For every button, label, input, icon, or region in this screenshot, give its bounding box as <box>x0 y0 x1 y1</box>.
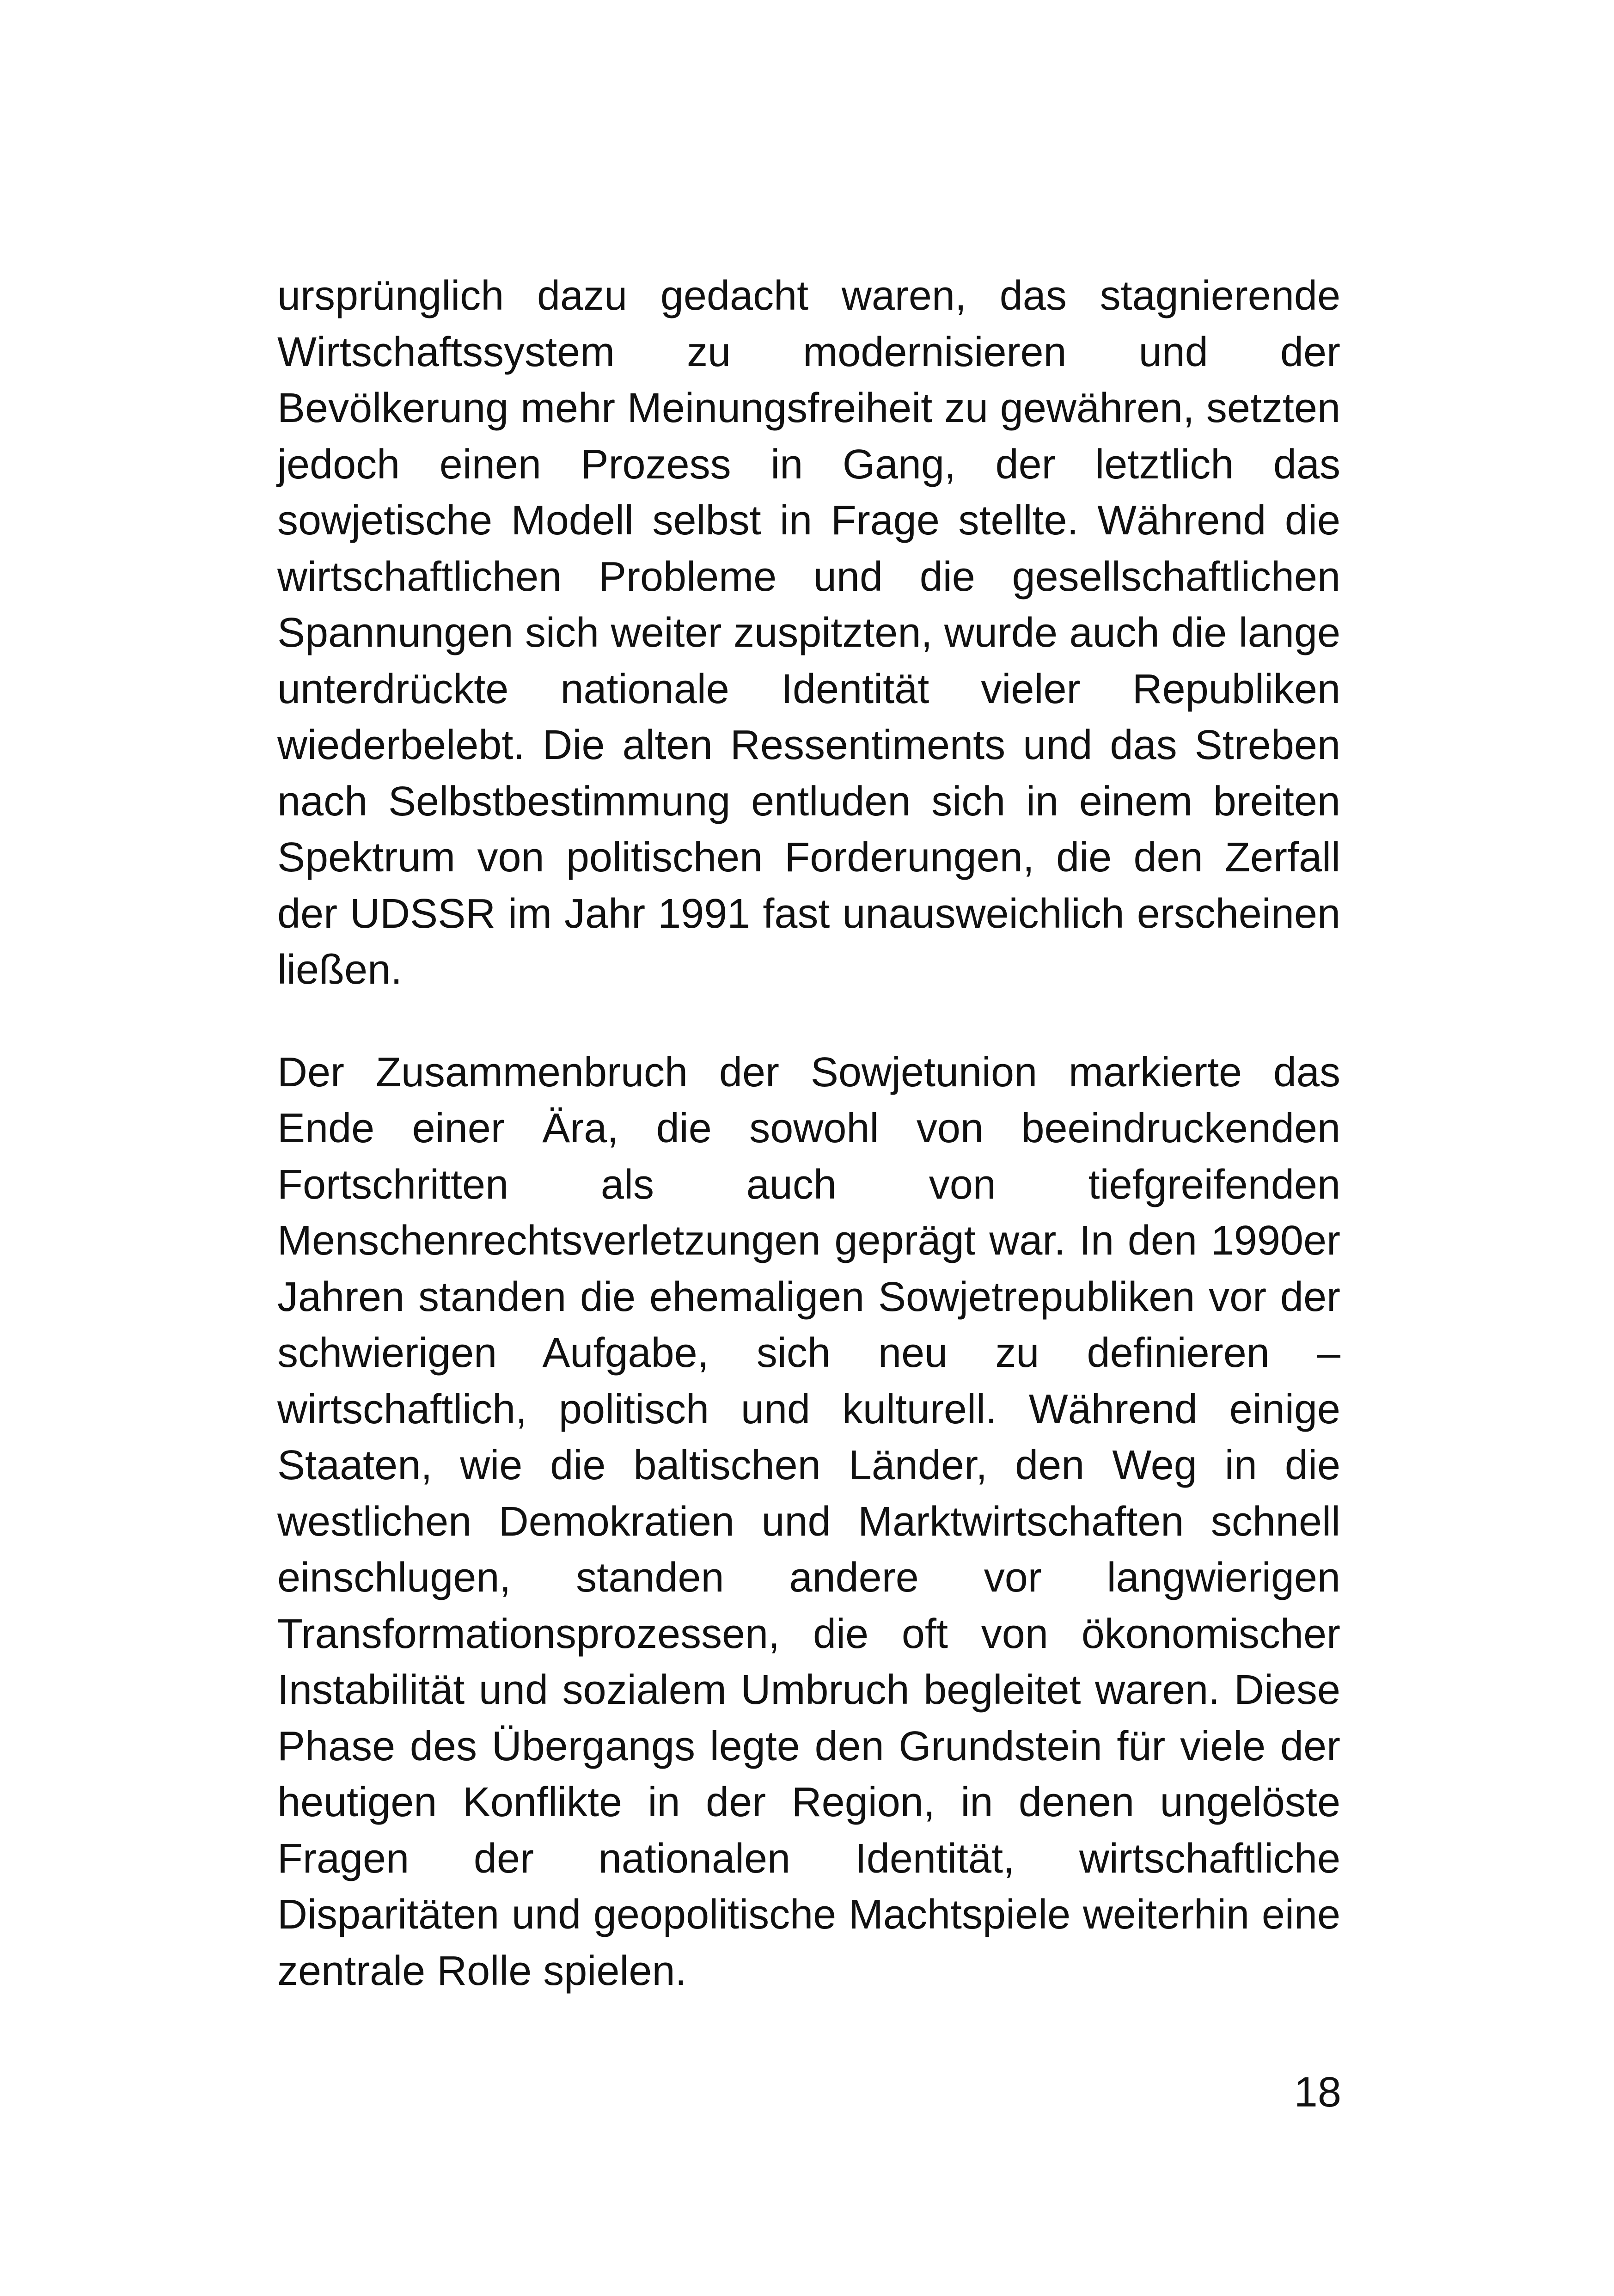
body-text <box>277 268 1340 1999</box>
paragraph-2: Der Zusammenbruch der Sowjetunion markierte das Ende einer Ära, die sowohl von beeindruckenden Fortschritten als auch von tiefgreifenden Menschenrechtsverletzungen geprägt war. In den 1990er Jahren standen die ehemaligen Sowjetrepubliken vor der schwierigen Aufgabe, sich neu zu definieren – wirtschaftlich, politisch und kulturell. Während einige Staaten, wie die baltischen Länder, den Weg in die westlichen Demokratien und Marktwirtschaften schnell einschlugen, standen andere vor langwierigen Transformationsprozessen, die oft von ökonomischer Instabilität und sozialem Umbruch begleitet waren. Diese Phase des Übergangs legte den Grundstein für viele der heutigen Konflikte in der Region, in denen ungelöste Fragen der nationalen Identität, wirtschaftliche Disparitäten und geopolitische Machtspiele weiterhin eine zentrale Rolle spielen. <box>277 1049 1340 1994</box>
page-number: 18 <box>1294 2069 1341 2116</box>
paragraph-1: ursprünglich dazu gedacht waren, das stagnierende Wirtschaftssystem zu modernisieren und der Bevölkerung mehr Meinungsfreiheit zu gewähren, setzten jedoch einen Prozess in Gang, der letztlich das sowjetische Modell selbst in Frage stellte. Während die wirtschaftlichen Probleme und die gesellschaftlichen Spannungen sich weiter zuspitzten, wurde auch die lange unterdrückte nationale Identität vieler Republiken wiederbelebt. Die alten Ressentiments und das Streben nach Selbstbestimmung entluden sich in einem breiten Spektrum von politischen Forderungen, die den Zerfall der UDSSR im Jahr 1991 fast unausweichlich erscheinen ließen. <box>277 273 1340 993</box>
